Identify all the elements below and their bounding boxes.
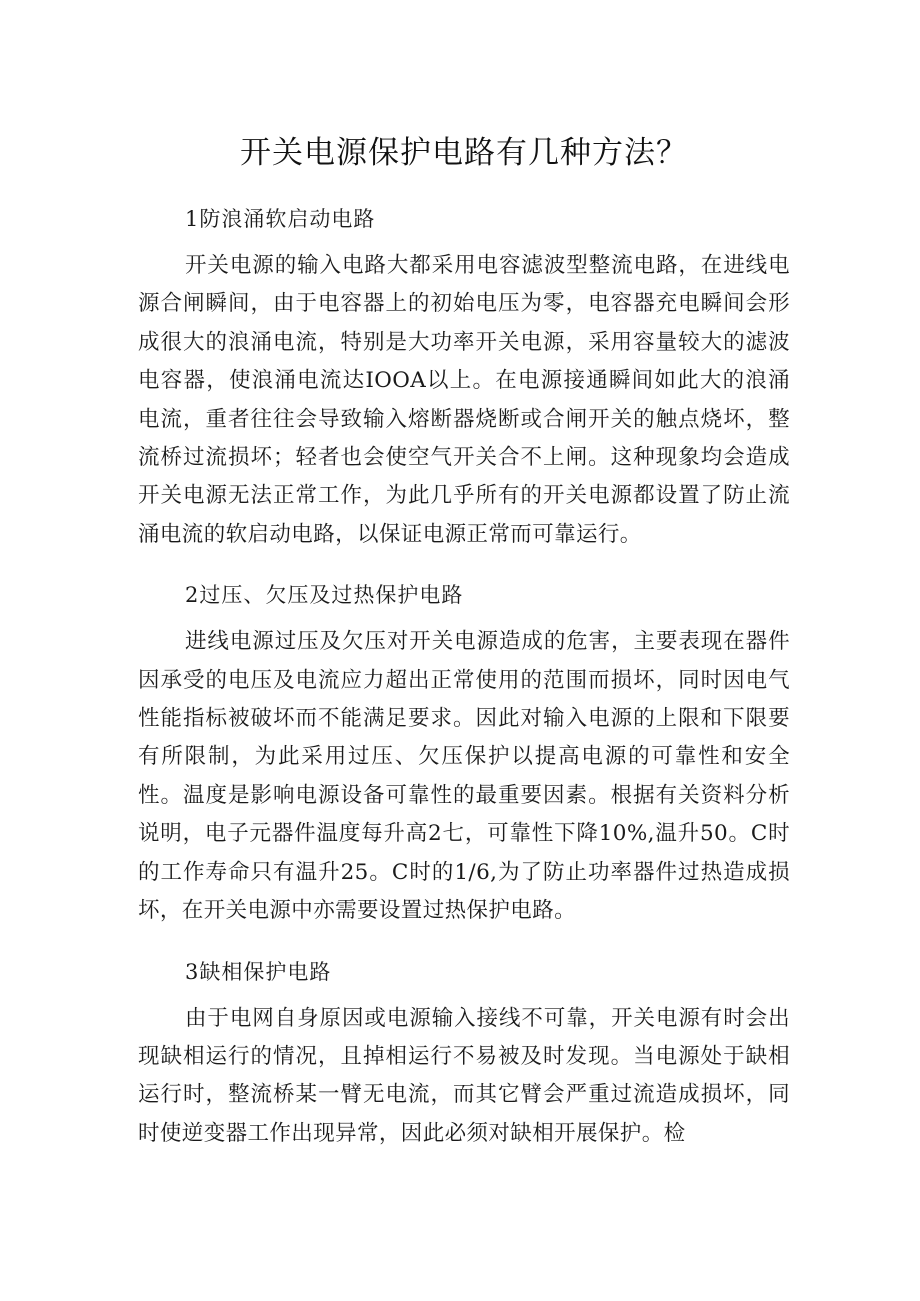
section-heading: 1防浪涌软启动电路 <box>185 207 376 231</box>
section-heading: 2过压、欠压及过热保护电路 <box>185 583 464 608</box>
section-paragraph: 进线电源过压及欠压对开关电源造成的危害，主要表现在器件因承受的电压及电流应力超出正常使用的范围而损坏，同时因电气性能指标被破坏而不能满足要求。因此对输入电源的上限和下限要有所限制，为此采用过压、欠压保护以提高电源的可靠性和安全性。温度是影响电源设备可靠性的最重要因素。根据有关资料分析说明，电子元器件温度每升高2七，可靠性下降10%,温升50。C时的工作寿命只有温升25。C时的1/6,为了防止功率器件过热造成损坏，在开关电源中亦需要设置过热保护电路。 <box>138 629 790 924</box>
section-voltage-thermal-protection <box>138 577 790 930</box>
section-phase-loss-protection <box>138 954 790 1154</box>
section-heading: 3缺相保护电路 <box>185 959 332 984</box>
section-surge-protection <box>138 201 790 554</box>
section-paragraph: 开关电源的输入电路大都采用电容滤波型整流电路，在进线电源合闸瞬间，由于电容器上的初始电压为零，电容器充电瞬间会形成很大的浪涌电流，特别是大功率开关电源，采用容量较大的滤波电容器，使浪涌电流达IOOA以上。在电源接通瞬间如此大的浪涌电流，重者往往会导致输入熔断器烧断或合闸开关的触点烧坏，整流桥过流损坏；轻者也会使空气开关合不上闸。这种现象均会造成开关电源无法正常工作，为此几乎所有的开关电源都设置了防止流涌电流的软启动电路，以保证电源正常而可靠运行。 <box>138 253 790 547</box>
document-page <box>138 0 790 1153</box>
section-paragraph: 由于电网自身原因或电源输入接线不可靠，开关电源有时会出现缺相运行的情况，且掉相运行不易被及时发现。当电源处于缺相运行时，整流桥某一臂无电流，而其它臂会严重过流造成损坏，同时使逆变器工作出现异常，因此必须对缺相开展保护。检 <box>138 1005 790 1146</box>
document-title: 开关电源保护电路有几种方法？ <box>240 135 688 171</box>
